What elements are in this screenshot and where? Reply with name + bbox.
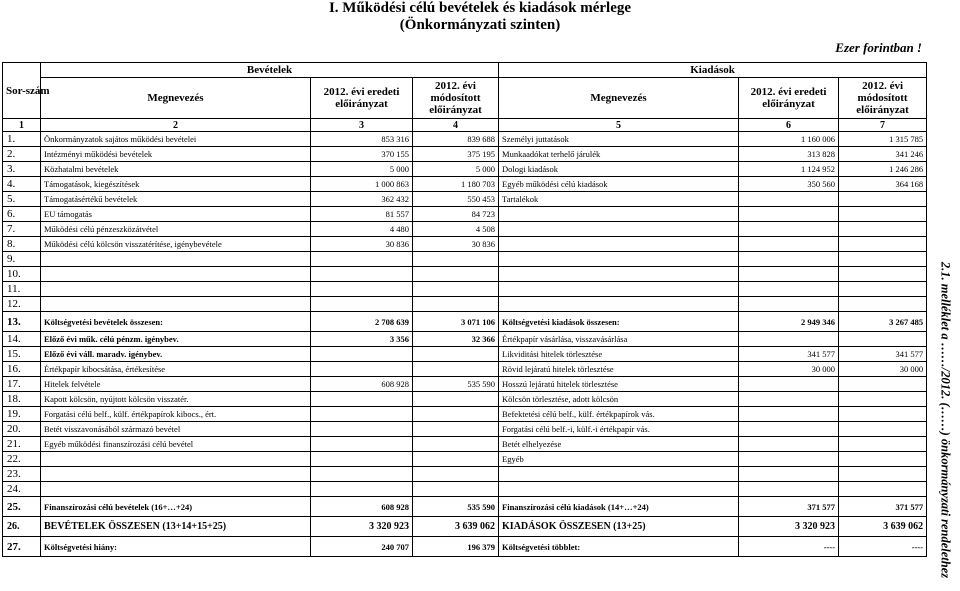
row-number: 13. xyxy=(3,312,41,332)
expense-original: 350 560 xyxy=(739,177,839,192)
balance-table xyxy=(2,62,927,557)
income-name xyxy=(41,467,311,482)
income-name xyxy=(41,282,311,297)
income-modified xyxy=(413,282,499,297)
row-number: 24. xyxy=(3,482,41,497)
side-annex-note xyxy=(932,250,958,590)
expense-name: Dologi kiadások xyxy=(499,162,739,177)
expense-name: KIADÁSOK ÖSSZESEN (13+25) xyxy=(499,517,739,537)
table-row xyxy=(3,162,927,177)
header-out-megnevezes: Megnevezés xyxy=(499,78,739,119)
income-name: Működési célú pénzeszközátvétel xyxy=(41,222,311,237)
income-modified: 196 379 xyxy=(413,537,499,557)
row-number: 18. xyxy=(3,392,41,407)
expense-original xyxy=(739,332,839,347)
expense-name: Költségvetési többlet: xyxy=(499,537,739,557)
expense-modified xyxy=(839,237,927,252)
table-row xyxy=(3,192,927,207)
income-original xyxy=(311,452,413,467)
table-row xyxy=(3,252,927,267)
col-index: 7 xyxy=(839,119,927,132)
row-number: 7. xyxy=(3,222,41,237)
table-row xyxy=(3,407,927,422)
table-row xyxy=(3,422,927,437)
expense-modified xyxy=(839,282,927,297)
table-row xyxy=(3,297,927,312)
table-row xyxy=(3,392,927,407)
expense-name: Befektetési célú belf., külf. értékpapírok vás. xyxy=(499,407,739,422)
table-row xyxy=(3,497,927,517)
table-row xyxy=(3,237,927,252)
table-row xyxy=(3,362,927,377)
expense-name xyxy=(499,237,739,252)
expense-modified xyxy=(839,437,927,452)
income-name: BEVÉTELEK ÖSSZESEN (13+14+15+25) xyxy=(41,517,311,537)
expense-name: Kölcsön törlesztése, adott kölcsön xyxy=(499,392,739,407)
expense-modified xyxy=(839,192,927,207)
income-name: Forgatási célú belf., külf. értékpapírok kibocs., ért. xyxy=(41,407,311,422)
income-original: 362 432 xyxy=(311,192,413,207)
table-row xyxy=(3,452,927,467)
table-row xyxy=(3,132,927,147)
income-name xyxy=(41,452,311,467)
income-name: Intézményi működési bevételek xyxy=(41,147,311,162)
expense-name xyxy=(499,252,739,267)
table-row xyxy=(3,332,927,347)
header-out-modositott: 2012. évi módosított előirányzat xyxy=(839,78,927,119)
income-modified: 84 723 xyxy=(413,207,499,222)
table-row xyxy=(3,467,927,482)
expense-modified xyxy=(839,222,927,237)
row-number: 17. xyxy=(3,377,41,392)
row-number: 9. xyxy=(3,252,41,267)
row-number: 3. xyxy=(3,162,41,177)
expense-modified: 341 246 xyxy=(839,147,927,162)
income-modified xyxy=(413,392,499,407)
income-modified xyxy=(413,467,499,482)
income-modified: 4 508 xyxy=(413,222,499,237)
unit-note: Ezer forintban ! xyxy=(835,40,922,55)
income-original: 81 557 xyxy=(311,207,413,222)
income-name: Támogatások, kiegészítések xyxy=(41,177,311,192)
expense-name: Likviditási hitelek törlesztése xyxy=(499,347,739,362)
row-number: 12. xyxy=(3,297,41,312)
expense-original xyxy=(739,437,839,452)
expense-modified: 3 639 062 xyxy=(839,517,927,537)
expense-original: 2 949 346 xyxy=(739,312,839,332)
income-modified: 375 195 xyxy=(413,147,499,162)
table-row xyxy=(3,377,927,392)
table-row xyxy=(3,537,927,557)
income-original: 608 928 xyxy=(311,377,413,392)
income-name xyxy=(41,267,311,282)
income-original: 4 480 xyxy=(311,222,413,237)
row-number: 1. xyxy=(3,132,41,147)
income-original: 240 707 xyxy=(311,537,413,557)
expense-modified: 3 267 485 xyxy=(839,312,927,332)
table-row xyxy=(3,482,927,497)
income-original xyxy=(311,437,413,452)
expense-modified: ---- xyxy=(839,537,927,557)
row-number: 5. xyxy=(3,192,41,207)
col-index: 1 xyxy=(3,119,41,132)
row-number: 26. xyxy=(3,517,41,537)
income-original xyxy=(311,282,413,297)
header-in-modositott: 2012. évi módosított előirányzat xyxy=(413,78,499,119)
expense-name: Egyéb xyxy=(499,452,739,467)
income-name xyxy=(41,297,311,312)
income-modified xyxy=(413,347,499,362)
income-original: 3 320 923 xyxy=(311,517,413,537)
row-number: 19. xyxy=(3,407,41,422)
income-original xyxy=(311,252,413,267)
header-in-megnevezes: Megnevezés xyxy=(41,78,311,119)
expense-name: Finanszírozási célú kiadások (14+…+24) xyxy=(499,497,739,517)
expense-original xyxy=(739,377,839,392)
income-modified xyxy=(413,437,499,452)
expense-modified xyxy=(839,482,927,497)
income-original: 853 316 xyxy=(311,132,413,147)
row-number: 25. xyxy=(3,497,41,517)
income-modified: 3 071 106 xyxy=(413,312,499,332)
income-name: Előző évi váll. maradv. igénybev. xyxy=(41,347,311,362)
col-index: 6 xyxy=(739,119,839,132)
expense-name: Hosszú lejáratú hitelek törlesztése xyxy=(499,377,739,392)
expense-original xyxy=(739,422,839,437)
expense-original: 1 124 952 xyxy=(739,162,839,177)
expense-original: ---- xyxy=(739,537,839,557)
income-original xyxy=(311,267,413,282)
income-name xyxy=(41,482,311,497)
income-original xyxy=(311,297,413,312)
expense-modified xyxy=(839,207,927,222)
expense-name xyxy=(499,467,739,482)
expense-name: Költségvetési kiadások összesen: xyxy=(499,312,739,332)
expense-name xyxy=(499,282,739,297)
income-modified: 535 590 xyxy=(413,377,499,392)
table-row xyxy=(3,147,927,162)
expense-modified xyxy=(839,422,927,437)
row-number: 11. xyxy=(3,282,41,297)
expense-original xyxy=(739,207,839,222)
table-row xyxy=(3,177,927,192)
table-row xyxy=(3,347,927,362)
income-name: Értékpapír kibocsátása, értékesítése xyxy=(41,362,311,377)
row-number: 4. xyxy=(3,177,41,192)
income-original: 2 708 639 xyxy=(311,312,413,332)
income-modified: 5 000 xyxy=(413,162,499,177)
expense-name xyxy=(499,267,739,282)
table-row xyxy=(3,312,927,332)
expense-name: Forgatási célú belf.-i, külf.-i értékpapír vás. xyxy=(499,422,739,437)
income-name: Hitelek felvétele xyxy=(41,377,311,392)
table-row xyxy=(3,222,927,237)
income-name: Támogatásértékű bevételek xyxy=(41,192,311,207)
expense-original xyxy=(739,392,839,407)
expense-original: 371 577 xyxy=(739,497,839,517)
expense-name xyxy=(499,207,739,222)
row-number: 27. xyxy=(3,537,41,557)
header-bevetelek: Bevételek xyxy=(41,63,499,78)
expense-modified: 364 168 xyxy=(839,177,927,192)
expense-original: 3 320 923 xyxy=(739,517,839,537)
income-original: 608 928 xyxy=(311,497,413,517)
income-modified: 3 639 062 xyxy=(413,517,499,537)
expense-original xyxy=(739,407,839,422)
expense-original: 30 000 xyxy=(739,362,839,377)
income-modified: 550 453 xyxy=(413,192,499,207)
income-name: Előző évi műk. célú pénzm. igénybev. xyxy=(41,332,311,347)
income-name: Önkormányzatok sajátos működési bevételei xyxy=(41,132,311,147)
income-original: 3 356 xyxy=(311,332,413,347)
expense-name: Tartalékok xyxy=(499,192,739,207)
header-row-bottom xyxy=(3,78,927,119)
expense-original xyxy=(739,237,839,252)
header-in-eredeti: 2012. évi eredeti előirányzat xyxy=(311,78,413,119)
income-original xyxy=(311,422,413,437)
expense-modified: 341 577 xyxy=(839,347,927,362)
income-original xyxy=(311,407,413,422)
expense-modified xyxy=(839,467,927,482)
expense-modified xyxy=(839,267,927,282)
income-original: 1 000 863 xyxy=(311,177,413,192)
table-row xyxy=(3,517,927,537)
expense-original xyxy=(739,482,839,497)
table-row xyxy=(3,282,927,297)
income-name: Működési célú kölcsön visszatérítése, igénybevétele xyxy=(41,237,311,252)
income-modified xyxy=(413,482,499,497)
column-index-row xyxy=(3,119,927,132)
income-original: 370 155 xyxy=(311,147,413,162)
row-number: 10. xyxy=(3,267,41,282)
expense-modified: 1 315 785 xyxy=(839,132,927,147)
expense-modified xyxy=(839,392,927,407)
expense-original xyxy=(739,282,839,297)
expense-original xyxy=(739,297,839,312)
income-modified xyxy=(413,452,499,467)
income-original: 30 836 xyxy=(311,237,413,252)
col-index: 3 xyxy=(311,119,413,132)
income-name: Költségvetési bevételek összesen: xyxy=(41,312,311,332)
header-row-top xyxy=(3,63,927,78)
expense-name: Betét elhelyezése xyxy=(499,437,739,452)
expense-original: 313 828 xyxy=(739,147,839,162)
row-number: 20. xyxy=(3,422,41,437)
col-index: 2 xyxy=(41,119,311,132)
expense-name: Értékpapír vásárlása, visszavásárlása xyxy=(499,332,739,347)
expense-name: Személyi juttatások xyxy=(499,132,739,147)
income-original xyxy=(311,482,413,497)
expense-modified: 371 577 xyxy=(839,497,927,517)
expense-original xyxy=(739,452,839,467)
expense-modified xyxy=(839,407,927,422)
row-number: 22. xyxy=(3,452,41,467)
income-name: Finanszírozási célú bevételek (16+…+24) xyxy=(41,497,311,517)
row-number: 8. xyxy=(3,237,41,252)
expense-original xyxy=(739,252,839,267)
income-modified: 30 836 xyxy=(413,237,499,252)
expense-original: 1 160 006 xyxy=(739,132,839,147)
document-subtitle: (Önkormányzati szinten) xyxy=(399,17,561,33)
row-number: 14. xyxy=(3,332,41,347)
col-index: 4 xyxy=(413,119,499,132)
table-row xyxy=(3,267,927,282)
income-original xyxy=(311,392,413,407)
income-name: Kapott kölcsön, nyújtott kölcsön visszatér. xyxy=(41,392,311,407)
expense-modified xyxy=(839,252,927,267)
header-kiadasok: Kiadások xyxy=(499,63,927,78)
expense-name xyxy=(499,297,739,312)
income-modified: 32 366 xyxy=(413,332,499,347)
header-sorszam: Sor-szám xyxy=(3,63,41,119)
header-out-eredeti: 2012. évi eredeti előirányzat xyxy=(739,78,839,119)
expense-name xyxy=(499,482,739,497)
row-number: 6. xyxy=(3,207,41,222)
expense-modified: 30 000 xyxy=(839,362,927,377)
expense-original: 341 577 xyxy=(739,347,839,362)
expense-modified xyxy=(839,377,927,392)
income-name xyxy=(41,252,311,267)
income-original xyxy=(311,347,413,362)
income-modified: 839 688 xyxy=(413,132,499,147)
income-modified: 1 180 703 xyxy=(413,177,499,192)
income-modified xyxy=(413,297,499,312)
expense-name xyxy=(499,222,739,237)
income-modified xyxy=(413,407,499,422)
document-title: I. Működési célú bevételek és kiadások mérlege xyxy=(328,0,632,16)
row-number: 2. xyxy=(3,147,41,162)
expense-original xyxy=(739,222,839,237)
expense-name: Egyéb működési célú kiadások xyxy=(499,177,739,192)
expense-name: Rövid lejáratú hitelek törlesztése xyxy=(499,362,739,377)
expense-name: Munkaadókat terhelő járulék xyxy=(499,147,739,162)
income-name: Egyéb működési finanszírozási célú bevétel xyxy=(41,437,311,452)
expense-modified: 1 246 286 xyxy=(839,162,927,177)
expense-original xyxy=(739,267,839,282)
income-name: Betét visszavonásából származó bevétel xyxy=(41,422,311,437)
col-index: 5 xyxy=(499,119,739,132)
row-number: 21. xyxy=(3,437,41,452)
income-modified xyxy=(413,362,499,377)
expense-modified xyxy=(839,332,927,347)
income-modified xyxy=(413,267,499,282)
income-name: EU támogatás xyxy=(41,207,311,222)
income-name: Közhatalmi bevételek xyxy=(41,162,311,177)
side-annex-text: 2.1. melléklet a ……/2012. (……) önkormányzati rendelethez xyxy=(938,261,953,579)
income-original xyxy=(311,362,413,377)
expense-modified xyxy=(839,297,927,312)
expense-original xyxy=(739,467,839,482)
income-name: Költségvetési hiány: xyxy=(41,537,311,557)
row-number: 15. xyxy=(3,347,41,362)
income-modified: 535 590 xyxy=(413,497,499,517)
income-original: 5 000 xyxy=(311,162,413,177)
expense-original xyxy=(739,192,839,207)
table-row xyxy=(3,437,927,452)
income-modified xyxy=(413,422,499,437)
table-row xyxy=(3,207,927,222)
row-number: 23. xyxy=(3,467,41,482)
income-modified xyxy=(413,252,499,267)
row-number: 16. xyxy=(3,362,41,377)
income-original xyxy=(311,467,413,482)
expense-modified xyxy=(839,452,927,467)
